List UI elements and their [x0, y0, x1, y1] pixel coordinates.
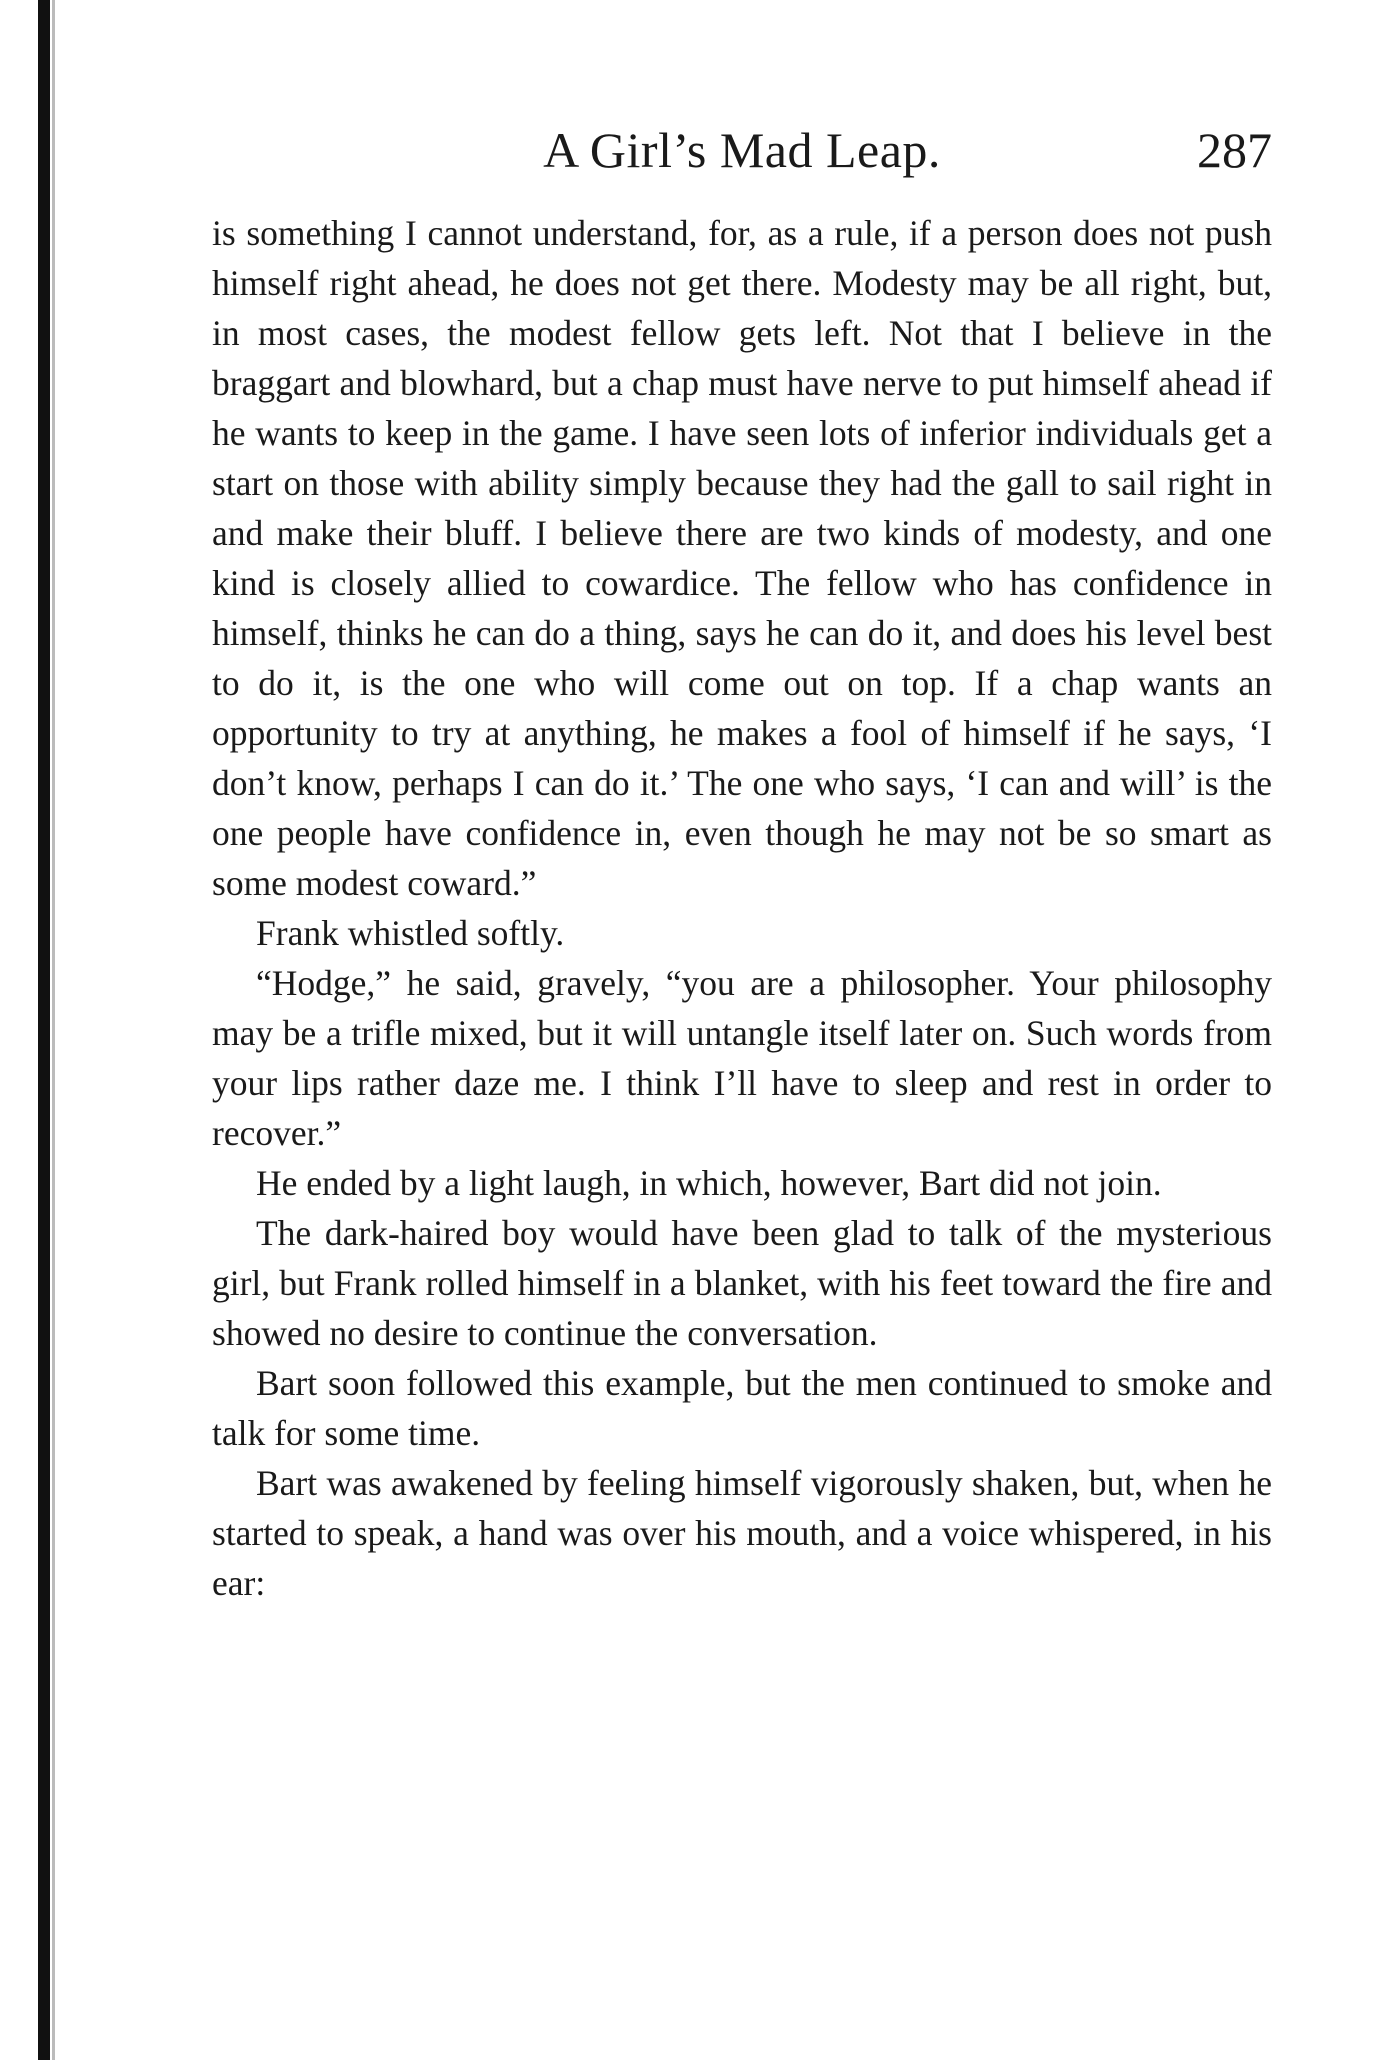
paragraph-continued: is something I cannot understand, for, as a rule, if a person does not push himself right ahead, he does not get there. Modesty may be all right, but, in most cases, the modest fellow gets left. Not that I believe in the braggart and blowhard, but a chap must have nerve to put himself ahead if he wants to keep in the game. I have seen lots of inferior individuals get a start on those with ability simply because they had the gall to sail right in and make their bluff. I believe there are two kinds of modesty, and one kind is closely allied to cowardice. The fellow who has confidence in himself, thinks he can do a thing, says he can do it, and does his level best to do it, is the one who will come out on top. If a chap wants an opportunity to try at anything, he makes a fool of himself if he says, ‘I don’t know, perhaps I can do it.’ The one who says, ‘I can and will’ is the one people have confidence in, even though he may not be so smart as some modest coward.”	[212, 213, 1272, 903]
page-number: 287	[1197, 122, 1272, 178]
paragraph: He ended by a light laugh, in which, however, Bart did not join.	[256, 1163, 1162, 1203]
running-title: A Girl’s Mad Leap.	[543, 122, 941, 178]
book-spine-edge	[52, 0, 55, 2060]
paragraph: Frank whistled softly.	[256, 913, 565, 953]
book-spine-shadow	[38, 0, 50, 2060]
paragraph: Bart was awakened by feeling himself vigorously shaken, but, when he started to speak, a hand was over his mouth, and a voice whispered, in his ear:	[212, 1463, 1272, 1603]
paragraph: The dark-haired boy would have been glad to talk of the mysterious girl, but Frank rolled himself in a blanket, with his feet toward the fire and showed no desire to continue the conversation.	[212, 1213, 1272, 1353]
paragraph: Bart soon followed this example, but the men continued to smoke and talk for some time.	[212, 1363, 1272, 1453]
paragraph: “Hodge,” he said, gravely, “you are a philosopher. Your philosophy may be a trifle mixed, but it will untangle itself later on. Such words from your lips rather daze me. I think I’ll have to sleep and rest in order to recover.”	[212, 963, 1272, 1153]
page-header	[212, 118, 1272, 182]
body-text	[212, 208, 1272, 1608]
